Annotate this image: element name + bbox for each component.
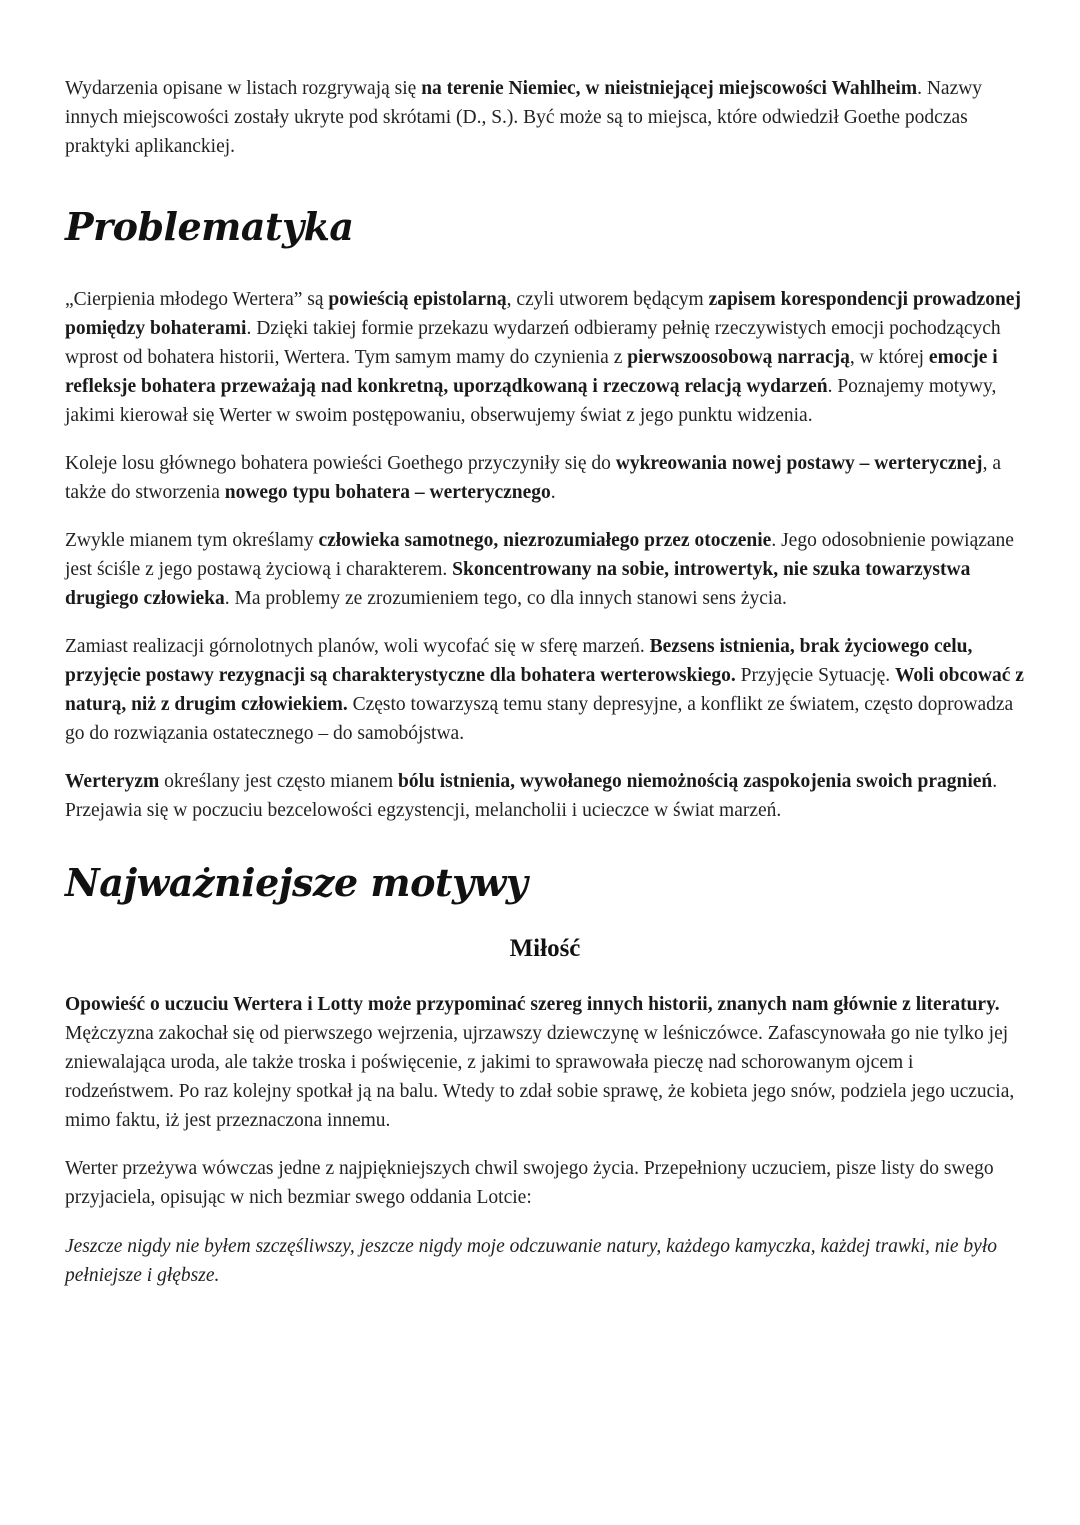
paragraph-werteryzm: Werteryzm określany jest często mianem bólu istnienia, wywołanego niemożnością zaspokojenia swoich pragnień. Przejawia się w poczuciu bezcelowości egzystencji, melancholii i ucieczce w świat marzeń. — [65, 771, 998, 821]
subheading-milosc: Miłość — [509, 935, 581, 962]
paragraph-dreams: Zamiast realizacji górnolotnych planów, woli wycofać się w sferę marzeń. Bezsens istnienia, brak życiowego celu, przyjęcie postawy rezygnacji są charakterystyczne dla bohatera werterowskiego. Przyjęcie Sytuację. Woli obcować z naturą, niż z drugim człowiekiem. Często towarzyszą temu stany depresyjne, a konflikt ze światem, często doprowadza go do rozwiązania ostatecznego – do samobójstwa. — [65, 636, 1024, 744]
quote-werter: Jeszcze nigdy nie byłem szczęśliwszy, jeszcze nigdy moje odczuwanie natury, każdego kamyczka, każdej trawki, nie było pełniejsze i głębsze. — [65, 1236, 998, 1286]
heading-problematyka: Problematyka — [65, 204, 354, 249]
intro-paragraph: Wydarzenia opisane w listach rozgrywają się na terenie Niemiec, w nieistniejącej miejscowości Wahlheim. Nazwy innych miejscowości zostały ukryte pod skrótami (D., S.). Być może są to miejsca, które odwiedził Goethe podczas praktyki aplikanckiej. — [65, 78, 983, 157]
paragraph-new-attitude: Koleje losu głównego bohatera powieści Goethego przyczyniły się do wykreowania nowej postawy – werterycznej, a także do stworzenia nowego typu bohatera – werterycznego. — [65, 453, 1001, 503]
heading-najwazniejsze-motywy: Najważniejsze motywy — [65, 860, 528, 905]
paragraph-lonely-man: Zwykle mianem tym określamy człowieka samotnego, niezrozumiałego przez otoczenie. Jego odosobnienie powiązane jest ściśle z jego postawą życiową i charakterem. Skoncentrowany na sobie, introwertyk, nie szuka towarzystwa drugiego człowieka. Ma problemy ze zrozumieniem tego, co dla innych stanowi sens życia. — [65, 530, 1014, 609]
document-page — [65, 74, 1025, 1290]
paragraph-epistolary: „Cierpienia młodego Wertera” są powieścią epistolarną, czyli utworem będącym zapisem korespondencji prowadzonej pomiędzy bohaterami. Dzięki takiej formie przekazu wydarzeń odbieramy pełnię rzeczywistych emocji pochodzących wprost od bohatera historii, Wertera. Tym samym mamy do czynienia z pierwszoosobową narracją, w której emocje i refleksje bohatera przeważają nad konkretną, uporządkowaną i rzeczową relacją wydarzeń. Poznajemy motywy, jakimi kierował się Werter w swoim postępowaniu, obserwujemy świat z jego punktu widzenia. — [65, 289, 1021, 426]
paragraph-letters: Werter przeżywa wówczas jedne z najpiękniejszych chwil swojego życia. Przepełniony uczuciem, pisze listy do swego przyjaciela, opisując w nich bezmiar swego oddania Lotcie: — [65, 1158, 994, 1208]
paragraph-love-story: Opowieść o uczuciu Wertera i Lotty może przypominać szereg innych historii, znanych nam głównie z literatury. Mężczyzna zakochał się od pierwszego wejrzenia, ujrzawszy dziewczynę w leśniczówce. Zafascynowała go nie tylko jej zniewalająca uroda, ale także troska i poświęcenie, z jakimi to sprawowała pieczę nad schorowanym ojcem i rodzeństwem. Po raz kolejny spotkał ją na balu. Wtedy to zdał sobie sprawę, że kobieta jego snów, podziela jego uczucia, mimo faktu, iż jest przeznaczona innemu. — [65, 994, 1015, 1131]
